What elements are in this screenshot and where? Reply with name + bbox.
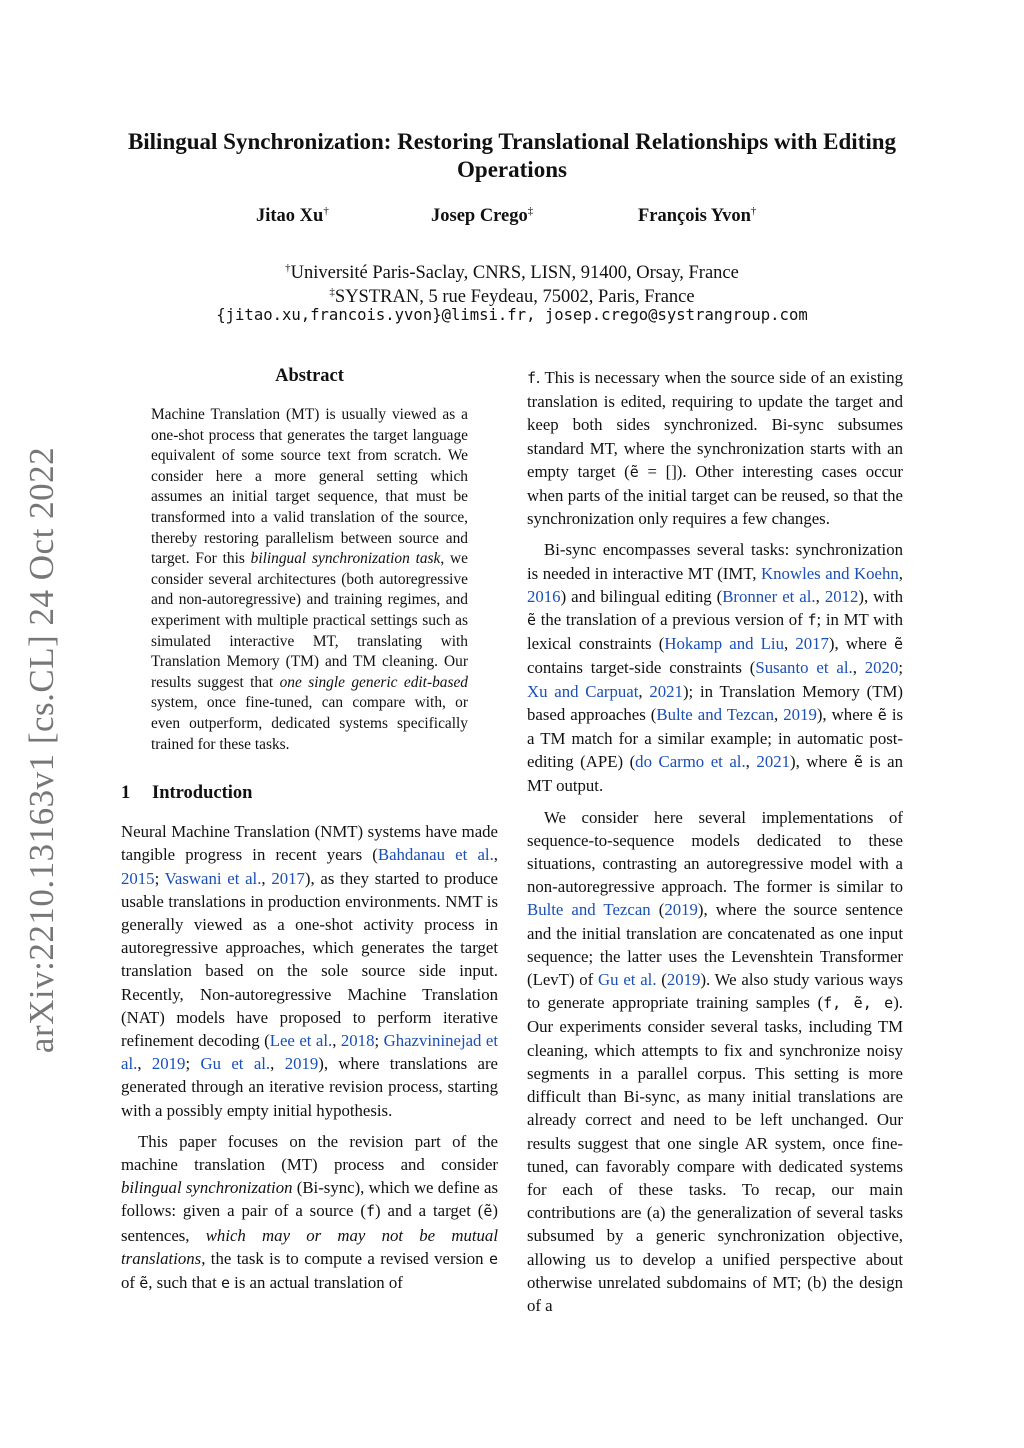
author-list <box>120 205 904 235</box>
citation-link[interactable]: 2021 <box>649 681 683 701</box>
arxiv-stamp: arXiv:2210.13163v1 [cs.CL] 24 Oct 2022 <box>22 446 61 1054</box>
citation-link[interactable]: 2019 <box>151 1054 186 1074</box>
citation-link[interactable]: 2017 <box>271 868 305 888</box>
citation-link[interactable]: Susanto et al. <box>755 658 853 678</box>
citation-link[interactable]: 2020 <box>864 658 899 678</box>
intro-paragraph: Neural Machine Translation (NMT) systems have made tangible progress in recent years (Bahdanau et al., 2015; Vaswani et al., 2017), as they started to produce usable translations in production environments. NMT is generally viewed as a one-shot activity process in autoregressive approaches, which generates the target translation based on the sole source side input. Recently, Non-autoregressive Machine Translation (NAT) models have proposed to perform iterative refinement decoding (Lee et al., 2018; Ghazvininejad et al., 2019; Gu et al., 2019), where translations are generated through an iterative revision process, starting with a possibly empty initial hypothesis. <box>121 822 499 1120</box>
citation-link[interactable]: 2019 <box>783 704 817 724</box>
citation-link[interactable]: 2019 <box>666 970 701 990</box>
citation-link[interactable]: Knowles and Koehn <box>761 563 899 583</box>
citation-link[interactable]: 2018 <box>340 1030 375 1050</box>
intro-paragraph: This paper focuses on the revision part of the machine translation (MT) process and consider bilingual synchronization (Bi-sync), which we define as follows: given a pair of a source (f) and a target (ẽ) sentences, which may or may not be mutual translations, the task is to compute a revised version e of ẽ, such that e is an actual translation of <box>121 1131 498 1292</box>
citation-link[interactable]: 2012 <box>824 586 859 606</box>
right-column <box>527 366 903 1317</box>
left-column <box>121 360 498 1295</box>
intro-paragraph-continued: f. This is necessary when the source side of an existing translation is edited, requiring to update the target and keep both sides synchronized. Bi-sync subsumes standard MT, where the synchronization starts with an empty target (ẽ = []). Other interesting cases occur when parts of the initial target can be reused, so that the synchronization only requires a few changes. <box>527 368 903 529</box>
section-heading-introduction: 1 Introduction <box>121 783 253 804</box>
citation-link[interactable]: 2016 <box>527 586 561 606</box>
author-name: François Yvon† <box>638 205 757 227</box>
citation-link[interactable]: 2015 <box>121 868 155 888</box>
affiliation: †Université Paris-Saclay, CNRS, LISN, 91400, Orsay, France <box>285 262 739 284</box>
citation-link[interactable]: Bahdanau et al. <box>377 845 494 865</box>
citation-link[interactable]: do Carmo et al. <box>635 752 746 772</box>
affiliation: ‡SYSTRAN, 5 rue Feydeau, 75002, Paris, France <box>329 286 695 308</box>
citation-link[interactable]: Gu et al. <box>598 970 657 990</box>
citation-link[interactable]: Vaswani et al. <box>164 868 262 888</box>
author-name: Josep Crego‡ <box>431 205 534 227</box>
citation-link[interactable]: Bronner et al. <box>722 586 816 606</box>
abstract-text: Machine Translation (MT) is usually viewed as a one-shot process that generates the target language equivalent of some source text from scratch. We consider here a more general setting which assumes an initial target sequence, that must be transformed into a valid translation of the source, thereby restoring parallelism between source and target. For this bilingual synchronization task, we consider several architectures (both autoregressive and non-autoregressive) and training regimes, and experiment with multiple practical settings such as simulated interactive MT, translating with Translation Memory (TM) and TM cleaning. Our results suggest that one single generic edit-based system, once fine-tuned, can compare with, or even outperform, dedicated systems specifically trained for these tasks. <box>151 406 468 753</box>
intro-paragraph: Bi-sync encompasses several tasks: synchronization is needed in interactive MT (IMT, Knowles and Koehn, 2016) and bilingual editing (Bronner et al., 2012), with ẽ the translation of a previous version of f; in MT with lexical constraints (Hokamp and Liu, 2017), where ẽ contains target-side constraints (Susanto et al., 2020; Xu and Carpuat, 2021); in Translation Memory (TM) based approaches (Bulte and Tezcan, 2019), where ẽ is a TM match for a similar example; in automatic post-editing (APE) (do Carmo et al., 2021), where ẽ is an MT output. <box>527 540 904 796</box>
citation-link[interactable]: Hokamp and Liu <box>664 634 784 654</box>
author-name: Jitao Xu† <box>256 205 329 227</box>
citation-link[interactable]: Xu and Carpuat <box>527 681 639 701</box>
citation-link[interactable]: 2017 <box>795 634 829 654</box>
author-emails: {jitao.xu,francois.yvon}@limsi.fr, josep.crego@systrangroup.com <box>216 306 808 324</box>
citation-link[interactable]: Bulte and Tezcan <box>527 900 651 920</box>
citation-link[interactable]: Bulte and Tezcan <box>656 704 775 724</box>
citation-link[interactable]: 2019 <box>284 1054 319 1074</box>
citation-link[interactable]: Ghazvininejad et al. <box>121 1030 499 1074</box>
abstract-heading: Abstract <box>275 366 344 386</box>
citation-link[interactable]: 2019 <box>664 900 698 920</box>
citation-link[interactable]: Lee et al. <box>269 1030 333 1050</box>
citation-link[interactable]: 2021 <box>756 752 790 772</box>
citation-link[interactable]: Gu et al. <box>200 1054 271 1074</box>
paper-title: Bilingual Synchronization: Restoring Translational Relationships with Editing Operations <box>127 129 897 182</box>
intro-paragraph: We consider here several implementations of sequence-to-sequence models dedicated to these situations, contrasting an autoregressive model with a non-autoregressive approach. The former is similar to Bulte and Tezcan (2019), where the source sentence and the initial translation are concatenated as one input sequence; the latter uses the Levenshtein Transformer (LevT) of Gu et al. (2019). We also study various ways to generate appropriate training samples (f, ẽ, e). Our experiments consider several tasks, including TM cleaning, which attempts to fix and synchronize noisy segments in a parallel corpus. This setting is more difficult than Bi-sync, as many initial translations are already correct and need to be left unchanged. Our results suggest that one single AR system, once fine-tuned, can favorably compare with dedicated systems for each of these tasks. To recap, our main contributions are (a) the generalization of several tasks subsumed by a generic synchronization objective, allowing us to develop a unified perspective about otherwise unrelated subdomains of MT; (b) the design of a <box>527 807 904 1315</box>
